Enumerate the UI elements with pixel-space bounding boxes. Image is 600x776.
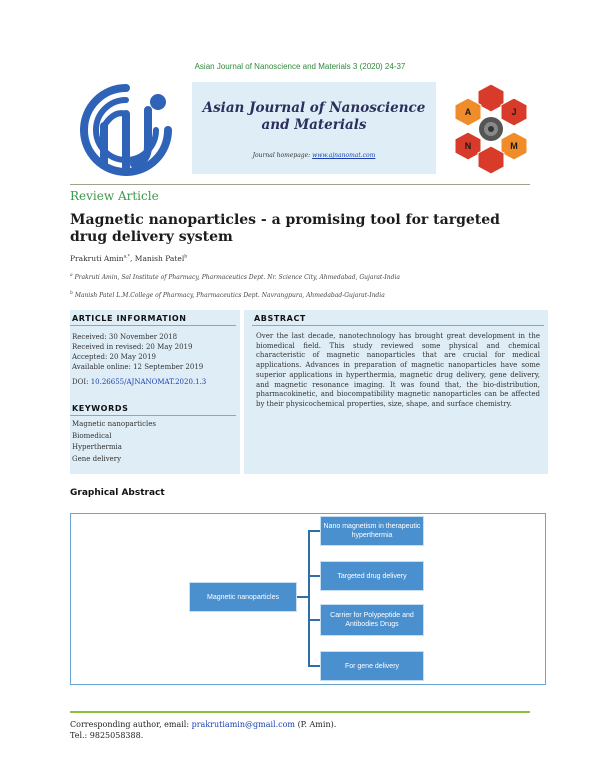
journal-banner xyxy=(70,76,530,185)
author-mark: a,* xyxy=(123,254,130,260)
footer-divider xyxy=(70,711,530,713)
corresponding-email-link[interactable]: prakrutiamin@gmail.com xyxy=(191,720,296,729)
graphical-abstract-title: Graphical Abstract xyxy=(70,488,165,498)
diagram-branch-node: Carrier for Polypeptide and Antibodies Drugs xyxy=(320,604,424,636)
logo-letter-n: N xyxy=(464,141,472,151)
telephone: Tel.: 9825058388. xyxy=(70,731,144,740)
connector-line xyxy=(308,575,320,577)
article-information-heading: ARTICLE INFORMATION xyxy=(70,310,236,326)
corresponding-suffix: (P. Amin). xyxy=(297,720,337,729)
doi xyxy=(70,378,240,386)
keyword: Biomedical xyxy=(72,431,112,440)
paper-title: Magnetic nanoparticles - a promising tool for targeted drug delivery system xyxy=(70,212,500,245)
journal-title: Asian Journal of Nanoscience and Materials xyxy=(202,100,426,133)
corresponding-author xyxy=(70,720,336,729)
connector-line xyxy=(308,619,320,621)
journal-title-box xyxy=(192,82,436,174)
diagram-branch-node: Targeted drug delivery xyxy=(320,561,424,591)
corresponding-label: Corresponding author, email: xyxy=(70,720,190,729)
abstract-heading: ABSTRACT xyxy=(252,310,544,326)
affiliation xyxy=(70,291,385,299)
doi-label: DOI: xyxy=(72,378,89,386)
history-line: Received in revised: 20 May 2019 xyxy=(72,343,193,351)
history-line: Accepted: 20 May 2019 xyxy=(72,353,157,361)
diagram-branch-node: Nano magnetism in therapeutic hyperthermia xyxy=(320,516,424,546)
affiliation-mark: a xyxy=(70,273,73,278)
keyword: Hyperthermia xyxy=(72,443,122,451)
logo-letter-a: A xyxy=(464,107,472,117)
journal-homepage xyxy=(192,152,436,159)
affiliation-mark: b xyxy=(70,291,73,296)
author-mark: b xyxy=(184,254,188,260)
homepage-link[interactable]: www.ajnanomat.com xyxy=(312,152,376,159)
author-name: Manish Patel xyxy=(134,254,185,263)
affiliation-text: Manish Patel L.M.College of Pharmacy, Pharmaceutics Dept. Navrangpura, Ahmedabad-Gujarat-India xyxy=(74,292,385,299)
connector-line xyxy=(308,665,320,667)
logo-letter-m: M xyxy=(510,141,518,151)
diagram-branch-node: For gene delivery xyxy=(320,651,424,681)
connector-trunk xyxy=(308,530,310,666)
article-information-panel xyxy=(70,310,240,474)
ajnm-hexagon-logo-icon xyxy=(452,82,530,178)
homepage-label: Journal homepage: xyxy=(252,152,311,159)
history-line: Received: 30 November 2018 xyxy=(72,333,178,341)
diagram-root-node: Magnetic nanoparticles xyxy=(189,582,297,612)
abstract-text: Over the last decade, nanotechnology has brought great development in the biomedical field. This study reviewed some physical and chemical characteristic of magnetic nanoparticles that are crucial for medical applications. Advances in preparation of magnetic nanoparticles have some superior applications in hyperthermia, magnetic drug delivery, gene delivery, and magnetic resonance imaging. It was found that, the bio-distribution, pharmacokinetic, and biocompatibility magnetic nanoparticles can be affected by their physicochemical properties, size, shape, and surface chemistry. xyxy=(256,332,540,408)
doi-link[interactable]: 10.26655/AJNANOMAT.2020.1.3 xyxy=(90,378,207,386)
connector-line xyxy=(308,530,320,532)
affiliation xyxy=(70,273,400,281)
author-separator: , xyxy=(130,254,135,263)
graphical-abstract-diagram xyxy=(70,513,546,685)
keyword: Gene delivery xyxy=(72,454,122,463)
abstract-panel xyxy=(244,310,548,474)
history-line: Available online: 12 September 2019 xyxy=(72,363,204,371)
keywords-heading: KEYWORDS xyxy=(70,400,236,416)
journal-logo-icon xyxy=(74,80,178,180)
keyword: Magnetic nanoparticles xyxy=(72,420,157,428)
running-head: Asian Journal of Nanoscience and Materials 3 (2020) 24-37 xyxy=(194,62,406,71)
author-list xyxy=(70,254,187,263)
article-type: Review Article xyxy=(70,189,159,203)
affiliation-text: Prakruti Amin, Sal Institute of Pharmacy, Pharmaceutics Dept. Nr. Science City, Ahmedabad, Gujarat-India xyxy=(74,274,400,281)
author-name: Prakruti Amin xyxy=(70,254,124,263)
logo-letter-j: J xyxy=(511,107,517,117)
